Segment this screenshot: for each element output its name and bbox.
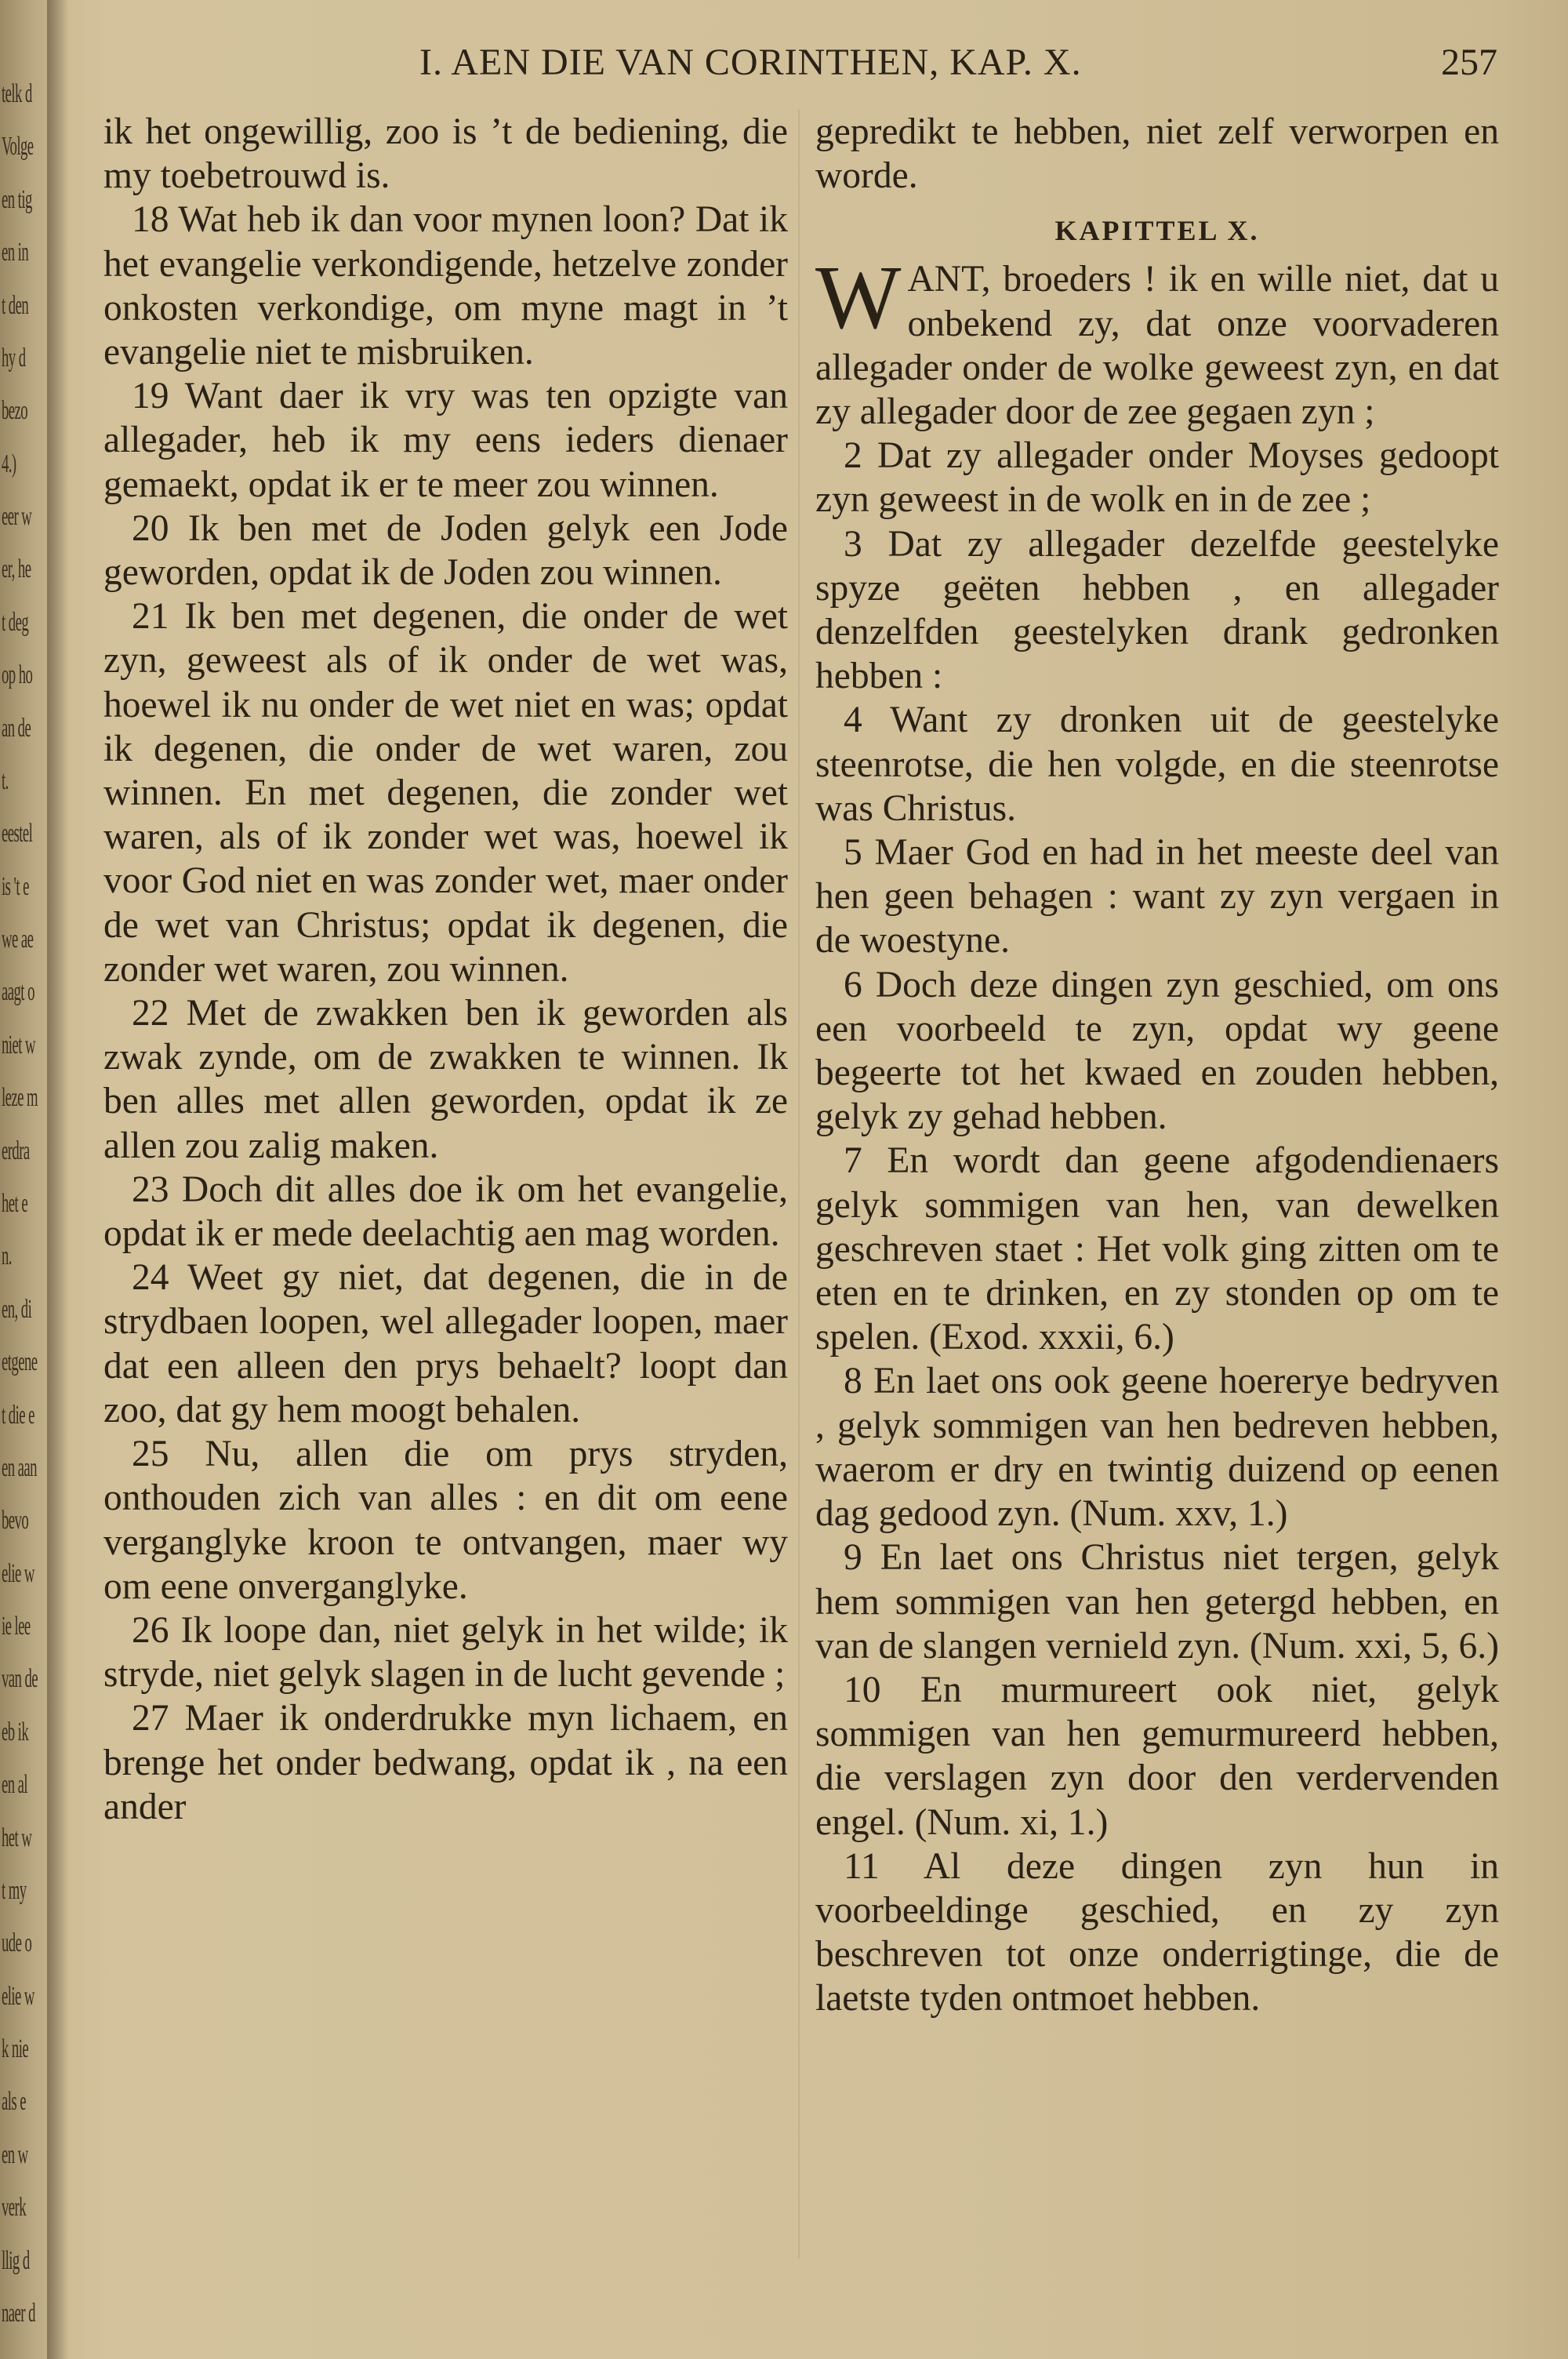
gutter-fragment: en w — [2, 2140, 28, 2169]
gutter-fragment: en al — [2, 1770, 28, 1799]
gutter-fragment: leze m — [2, 1083, 38, 1112]
gutter-fragment: n. — [2, 1241, 12, 1270]
gutter-fragment: elie w — [2, 1982, 34, 2011]
gutter-fragment: en, di — [2, 1295, 32, 1324]
verse-paragraph: 8 En laet ons ook geene hoererye bedryven , gelyk sommigen van hen bedreven hebben, waerom er dry en twintig duizend op eenen dag gedood zyn. (Num. xxv, 1.) — [815, 1361, 1499, 1535]
verse-paragraph: 21 Ik ben met degenen, die onder de wet zyn, geweest als of ik onder de wet was, hoewel ik nu onder de wet niet en was; opdat ik degenen, die onder de wet waren, zou winnen. En met degenen, die zonder wet waren, als of ik zonder wet was, hoewel ik voor God niet en was zonder wet, maer onder de wet van Christus; opdat ik degenen, die zonder wet waren, zou winnen. — [103, 596, 788, 990]
gutter-fragment: op ho — [2, 660, 33, 689]
gutter-fragment: telk d — [2, 79, 32, 108]
gutter-fragment: 4.) — [2, 449, 16, 478]
page-header — [0, 41, 1568, 88]
left-column — [103, 110, 788, 1829]
verse-paragraph: 20 Ik ben met de Joden gelyk een Jode geworden, opdat ik de Joden zou winnen. — [103, 507, 788, 594]
binding-shadow — [47, 0, 69, 2359]
verse-paragraph: 4 Want zy dronken uit de geestelyke steenrotse, die hen volgde, en die steenrotse was Christus. — [815, 700, 1499, 829]
verse-paragraph: 6 Doch deze dingen zyn geschied, om ons een voorbeeld te zyn, opdat wy geene begeerte tot het kwaed en zouden hebben, gelyk zy gehad hebben. — [815, 964, 1499, 1138]
running-head: I. AEN DIE VAN CORINTHEN, KAP. X. — [419, 42, 1082, 83]
verse-paragraph: 9 En laet ons Christus niet tergen, gelyk hem sommigen van hen getergd hebben, en van de slangen vernield zyn. (Num. xxi, 5, 6.) — [815, 1537, 1499, 1667]
chapter-first-verse — [815, 248, 1499, 434]
gutter-fragment: aagt o — [2, 977, 34, 1006]
gutter-fragment: en tig — [2, 185, 32, 214]
gutter-fragment: t die e — [2, 1401, 34, 1430]
verse-paragraph: 22 Met de zwakken ben ik geworden als zwak zynde, om de zwakken te winnen. Ik ben alles met allen geworden, opdat ik ze allen zou zalig maken. — [103, 993, 788, 1166]
gutter-fragment: Volge — [2, 132, 34, 161]
gutter-fragment: verk — [2, 2193, 27, 2222]
gutter-fragment: elie w — [2, 1559, 34, 1588]
verse-paragraph: 7 En wordt dan geene afgodendienaers gelyk sommigen van hen, van dewelken geschreven staet : Het volk ging zitten om te eten en te drinken, en zy stonden op om te spelen. (Exod. xxxii, 6.) — [815, 1140, 1499, 1358]
gutter-fragment: en in — [2, 238, 29, 267]
verse-paragraph: 26 Ik loope dan, niet gelyk in het wilde; ik stryde, niet gelyk slagen in de lucht gevende ; — [103, 1609, 788, 1696]
gutter-fragment: en aan — [2, 1453, 37, 1482]
verse-paragraph: 24 Weet gy niet, dat degenen, die in de strydbaen loopen, wel allegader loopen, maer dat een alleen den prys behaelt? loopt dan zoo, dat gy hem moogt behalen. — [103, 1257, 788, 1430]
gutter-fragment: het e — [2, 1189, 28, 1218]
chapter-heading: KAPITTEL X. — [1054, 215, 1260, 247]
gutter-fragment: an de — [2, 714, 31, 743]
verse-paragraph: 2 Dat zy allegader onder Moyses gedoopt zyn geweest in de wolk en in de zee ; — [815, 435, 1499, 521]
gutter-fragment: t deg — [2, 608, 29, 637]
gutter-fragment: eestel — [2, 819, 33, 848]
verse-paragraph: 27 Maer ik onderdrukke myn lichaem, en brenge het onder bedwang, opdat ik , na een ander — [103, 1698, 788, 1827]
verse-paragraph: 25 Nu, allen die om prys stryden, onthouden zich van alles : en dit om eene verganglyke kroon te ontvangen, maer wy om eene onverganglyke. — [103, 1434, 788, 1607]
drop-cap: W — [815, 248, 902, 349]
gutter-fragment: niet w — [2, 1030, 35, 1060]
verse-paragraph: 5 Maer God en had in het meeste deel van hen geen behagen : want zy zyn vergaen in de woestyne. — [815, 832, 1499, 961]
column-divider — [798, 110, 800, 2259]
continuation-paragraph: gepredikt te hebben, niet zelf verworpen en worde. — [815, 111, 1499, 197]
gutter-fragment: naer d — [2, 2299, 35, 2328]
gutter-fragment: t den — [2, 291, 29, 320]
verse-paragraph: 19 Want daer ik vry was ten opzigte van allegader, heb ik my eens ieders dienaer gemaekt, opdat ik er te meer zou winnen. — [103, 376, 788, 505]
gutter-fragment: eer w — [2, 502, 32, 531]
gutter-fragment: k nie — [2, 2034, 29, 2063]
verse-paragraph: 23 Doch dit alles doe ik om het evangelie, opdat ik er mede deelachtig aen mag worden. — [103, 1169, 788, 1255]
right-column — [815, 110, 1499, 2021]
gutter-fragment: eb ik — [2, 1717, 29, 1747]
gutter-fragment: bezo — [2, 396, 28, 425]
gutter-fragment: van de — [2, 1664, 38, 1693]
gutter-fragment: ude o — [2, 1928, 32, 1957]
gutter-fragment: hy d — [2, 343, 26, 373]
gutter-fragment: t my — [2, 1876, 27, 1905]
gutter-fragment: t. — [2, 766, 9, 795]
gutter-fragment: we ae — [2, 925, 34, 954]
verse-paragraph: 10 En murmureert ook niet, gelyk sommigen van hen gemurmureerd hebben, die verslagen zyn door den verdervenden engel. (Num. xi, 1.) — [815, 1669, 1499, 1843]
gutter-fragment: ie lee — [2, 1612, 31, 1641]
page-number: 257 — [1441, 42, 1497, 83]
gutter-fragment: als e — [2, 2087, 26, 2116]
gutter-fragment: er, he — [2, 554, 31, 583]
verse-paragraph: ik het ongewillig, zoo is ’t de bediening, die my toebetrouwd is. — [103, 111, 788, 197]
gutter-fragment: etgene — [2, 1347, 38, 1376]
gutter-fragment: bevo — [2, 1506, 29, 1535]
gutter-fragment: het w — [2, 1823, 32, 1852]
gutter-fragment: is 't e — [2, 872, 29, 901]
gutter-fragment: llig d — [2, 2246, 30, 2275]
gutter-fragment: erdra — [2, 1136, 30, 1165]
verse-paragraph: 11 Al deze dingen zyn hun in voorbeeldinge geschied, en zy zyn beschreven tot onze onderrigtinge, die de laetste tyden ontmoet hebben. — [815, 1845, 1499, 2019]
verse-paragraph: 3 Dat zy allegader dezelfde geestelyke spyze geëten hebben , en allegader denzelfden geestelyken drank gedronken hebben : — [815, 523, 1499, 697]
verse-paragraph: 18 Wat heb ik dan voor mynen loon? Dat ik het evangelie verkondigende, hetzelve zonder onkosten verkondige, om myne magt in ’t evangelie niet te misbruiken. — [103, 199, 788, 373]
first-verse-text: ANT, broeders ! ik en wille niet, dat u onbekend zy, dat onze voorvaderen allegader onder de wolke geweest zyn, en dat zy allegader door de zee gegaen zyn ; — [815, 259, 1499, 433]
